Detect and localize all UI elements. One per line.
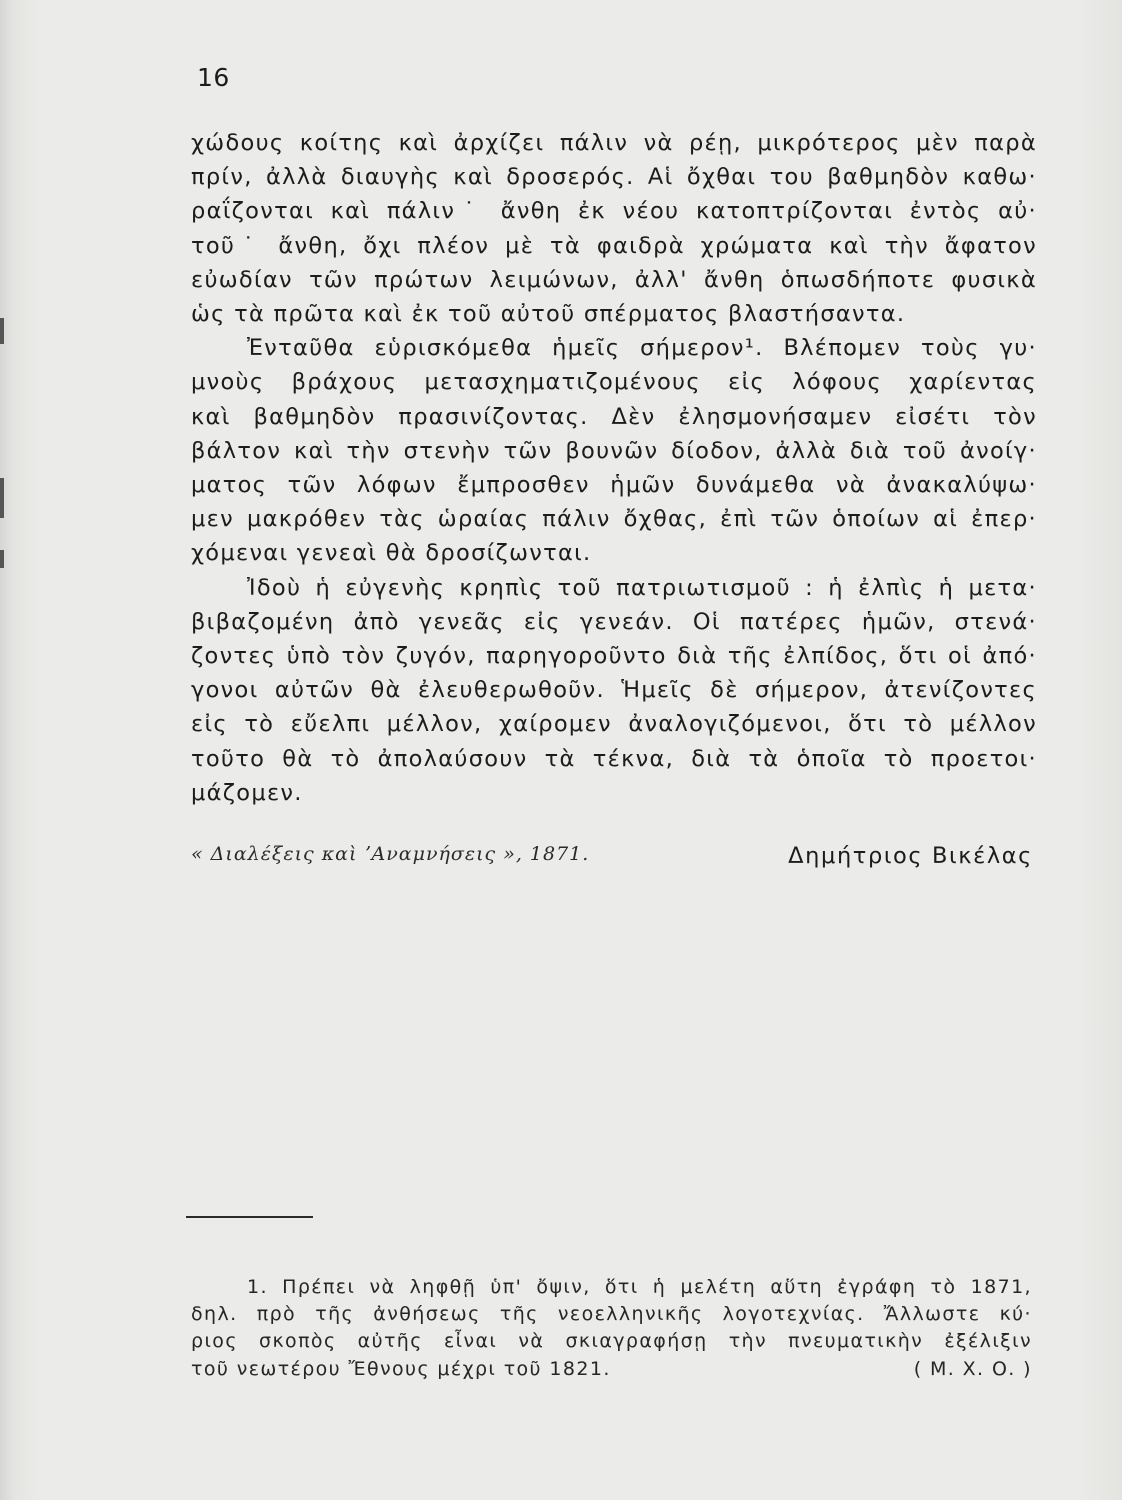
text-line: ὡς τὰ πρῶτα καὶ ἐκ τοῦ αὐτοῦ σπέρματος βλαστήσαντα. xyxy=(191,301,906,328)
text-line: τοῦ˙ ἄνθη, ὄχι πλέον μὲ τὰ φαιδρὰ χρώματα καὶ τὴν ἄφατον xyxy=(191,232,1037,259)
editor-initials: ( Μ. Χ. Ο. ) xyxy=(913,1357,1032,1380)
footnote-divider xyxy=(186,1216,313,1218)
page-edge-mark xyxy=(0,318,4,344)
text-line: χώδους κοίτης καὶ ἀρχίζει πάλιν νὰ ρέῃ, μικρότερος μὲν παρὰ xyxy=(191,130,1037,156)
text-line: βάλτον καὶ τὴν στενὴν τῶν βουνῶν δίοδον, ἀλλὰ διὰ τοῦ ἀνοίγ· xyxy=(191,437,1037,464)
text-line: μάζομεν. xyxy=(191,779,303,806)
main-text xyxy=(191,126,1037,810)
text-line: καὶ βαθμηδὸν πρασινίζοντας. Δὲν ἐλησμονήσαμεν εἰσέτι τὸν xyxy=(191,403,1037,430)
footnote xyxy=(191,1274,1032,1383)
text-line: πρίν, ἀλλὰ διαυγὴς καὶ δροσερός. Αἱ ὄχθαι του βαθμηδὸν καθω· xyxy=(191,164,1037,191)
footnote-last-line xyxy=(191,1356,1032,1383)
text-line: χόμεναι γενεαὶ θὰ δροσίζωνται. xyxy=(191,540,592,567)
footnote-line: δηλ. πρὸ τῆς ἀνθήσεως τῆς νεοελληνικῆς λογοτεχνίας. Ἄλλωστε κύ· xyxy=(191,1303,1032,1326)
text-line: μνοὺς βράχους μετασχηματιζομένους εἰς λόφους χαρίεντας xyxy=(191,369,1037,396)
text-line: βιβαζομένη ἀπὸ γενεᾶς εἰς γενεάν. Οἱ πατέρες ἡμῶν, στενά· xyxy=(191,608,1037,635)
text-line: ραΐζονται καὶ πάλιν˙ ἄνθη ἐκ νέου κατοπτρίζονται ἐντὸς αὐ· xyxy=(191,198,1037,225)
paragraph xyxy=(191,331,1037,570)
paragraph xyxy=(191,571,1037,810)
text-line: εἰς τὸ εὔελπι μέλλον, χαίρομεν ἀναλογιζόμενοι, ὅτι τὸ μέλλον xyxy=(191,711,1037,738)
text-line: τοῦτο θὰ τὸ ἀπολαύσουν τὰ τέκνα, διὰ τὰ ὁποῖα τὸ προετοι· xyxy=(191,745,1037,772)
text-line: ζοντες ὑπὸ τὸν ζυγόν, παρηγοροῦντο διὰ τῆς ἐλπίδος, ὅτι οἱ ἀπό· xyxy=(191,643,1037,670)
page-edge-mark xyxy=(0,478,4,518)
author-name: Δημήτριος Βικέλας xyxy=(788,843,1033,869)
footnote-line: τοῦ νεωτέρου Ἔθνους μέχρι τοῦ 1821. xyxy=(191,1357,611,1380)
page-edge-mark xyxy=(0,550,4,568)
text-line: γονοι αὐτῶν θὰ ἐλευθερωθοῦν. Ἡμεῖς δὲ σήμερον, ἀτενίζοντες xyxy=(191,677,1037,704)
text-line: Ἰδοὺ ἡ εὐγενὴς κρηπὶς τοῦ πατριωτισμοῦ : ἡ ἐλπὶς ἡ μετα· xyxy=(247,574,1037,601)
text-line: εὐωδίαν τῶν πρώτων λειμώνων, ἀλλ' ἄνθη ὁπωσδήποτε φυσικὰ xyxy=(191,266,1037,293)
text-line: Ἐνταῦθα εὑρισκόμεθα ἡμεῖς σήμερον¹. Βλέπομεν τοὺς γυ· xyxy=(247,335,1037,362)
page-number: 16 xyxy=(197,63,230,92)
source-attribution xyxy=(191,843,1037,873)
source-citation: « Διαλέξεις καὶ ʼΑναμνήσεις », 1871. xyxy=(191,843,590,865)
text-line: μεν μακρόθεν τὰς ὡραίας πάλιν ὄχθας, ἐπὶ τῶν ὁποίων αἱ ἐπερ· xyxy=(191,506,1037,533)
text-line: ματος τῶν λόφων ἔμπροσθεν ἡμῶν δυνάμεθα νὰ ἀνακαλύψω· xyxy=(191,472,1037,499)
footnote-line: ριος σκοπὸς αὐτῆς εἶναι νὰ σκιαγραφήσῃ τὴν πνευματικὴν ἐξέλιξιν xyxy=(191,1330,1032,1353)
paragraph xyxy=(191,126,1037,331)
footnote-line: 1. Πρέπει νὰ ληφθῇ ὑπ' ὄψιν, ὅτι ἡ μελέτη αὕτη ἐγράφη τὸ 1871, xyxy=(247,1276,1032,1298)
